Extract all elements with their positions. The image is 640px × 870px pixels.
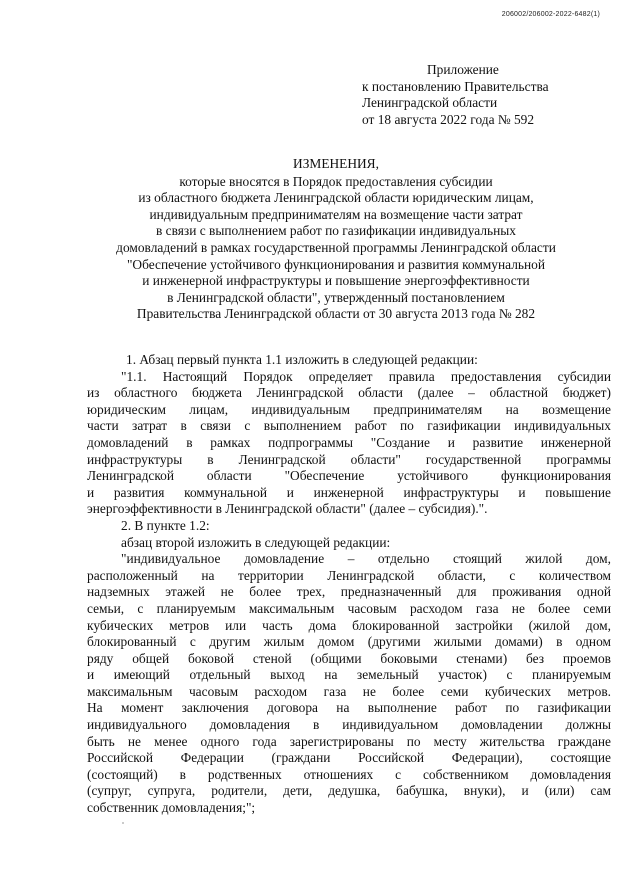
- scan-speck: [122, 822, 124, 824]
- body-line: "1.1. Настоящий Порядок определяет правила предоставления субсидии: [121, 368, 611, 384]
- body-line: быть не менее одного года зарегистрированы по месту жительства граждане: [87, 733, 611, 749]
- appendix-line: к постановлению Правительства: [362, 78, 549, 94]
- title-line: домовладений в рамках государственной программы Ленинградской области: [116, 239, 556, 255]
- body-line: Российской Федерации (граждани Российской Федерации), состоящие: [87, 750, 611, 766]
- body-line: и развития коммунальной и инженерной инфраструктуры и повышение: [87, 484, 611, 500]
- body-line: (супруг, супруга, родители, дети, дедушка, бабушка, внуки), и (или) сам: [87, 783, 611, 799]
- body-line: Ленинградской области "Обеспечение устойчивого функционирования: [87, 468, 611, 484]
- title-line: индивидуальным предпринимателям на возмещение части затрат: [149, 206, 523, 222]
- body-line: из областного бюджета Ленинградской области (далее – областной бюджет): [87, 385, 611, 401]
- body-line: юридическим лицам, индивидуальным предпринимателям на возмещение: [87, 401, 611, 417]
- body-line: инфраструктуры в Ленинградской области" государственной программы: [87, 451, 611, 467]
- body-line: На момент заключения договора на выполнение работ по газификации: [87, 700, 611, 716]
- body-line: части затрат в связи с выполнением работ по газификации индивидуальных: [87, 418, 611, 434]
- body-line: и имеющий отдельный выход на земельный участок) с планируемым: [87, 667, 611, 683]
- appendix-line: Ленинградской области: [362, 95, 498, 110]
- body-line: домовладений в рамках подпрограммы "Создание и развитие инженерной: [87, 434, 611, 450]
- body-line: индивидуального домовладения в индивидуальном домовладении должны: [87, 717, 611, 733]
- title-line: из областного бюджета Ленинградской области юридическим лицам,: [138, 190, 534, 206]
- body-line: собственник домовладения;";: [87, 800, 256, 816]
- body-line: расположенный на территории Ленинградской области, с количеством: [87, 567, 611, 583]
- title-line: "Обеспечение устойчивого функционирования и развития коммунальной: [126, 256, 546, 272]
- title-heading: ИЗМЕНЕНИЯ,: [293, 156, 379, 171]
- body-line: энергоэффективности в Ленинградской области" (далее – субсидия).".: [87, 501, 488, 517]
- appendix-block: [362, 62, 549, 128]
- body-line: кубических метров или часть дома блокированной застройки (жилой дом,: [87, 617, 611, 633]
- title-line: в Ленинградской области", утвержденный постановлением: [167, 289, 505, 305]
- document-number: 206002/206002-2022-6482(1): [501, 11, 600, 18]
- body-line: 1. Абзац первый пункта 1.1 изложить в следующей редакции:: [126, 352, 478, 367]
- body-line: семьи, с планируемым максимальным часовым расходом газа не более семи: [87, 600, 611, 616]
- body-line: надземных этажей не более трех, предназначенный для проживания одной: [87, 584, 611, 600]
- body-line: ряду общей боковой стеной (общими боковыми стенами) без проемов: [87, 650, 611, 666]
- body-line: 2. В пункте 1.2:: [121, 517, 210, 533]
- title-line: Правительства Ленинградской области от 30 августа 2013 года № 282: [136, 306, 536, 322]
- body-line: максимальным часовым расходом газа не более семи кубических метров.: [87, 683, 611, 699]
- title-line: которые вносятся в Порядок предоставления субсидии: [179, 173, 493, 189]
- appendix-line: Приложение: [427, 62, 499, 77]
- document-title: [60, 156, 612, 323]
- title-line: и инженерной инфраструктуры и повышение энергоэффективности: [142, 273, 530, 289]
- body-line: "индивидуальное домовладение – отдельно стоящий жилой дом,: [121, 551, 611, 567]
- body-line: блокированный с другим жилым домом (другими жилыми домами) в одном: [87, 634, 611, 650]
- title-line: в связи с выполнением работ по газификации индивидуальных: [156, 223, 516, 239]
- appendix-line: от 18 августа 2022 года № 592: [362, 111, 535, 127]
- body-line: абзац второй изложить в следующей редакции:: [121, 534, 391, 550]
- body-line: (состоящий) в родственных отношениях с собственником домовладения: [87, 766, 611, 782]
- document-body: [87, 352, 611, 817]
